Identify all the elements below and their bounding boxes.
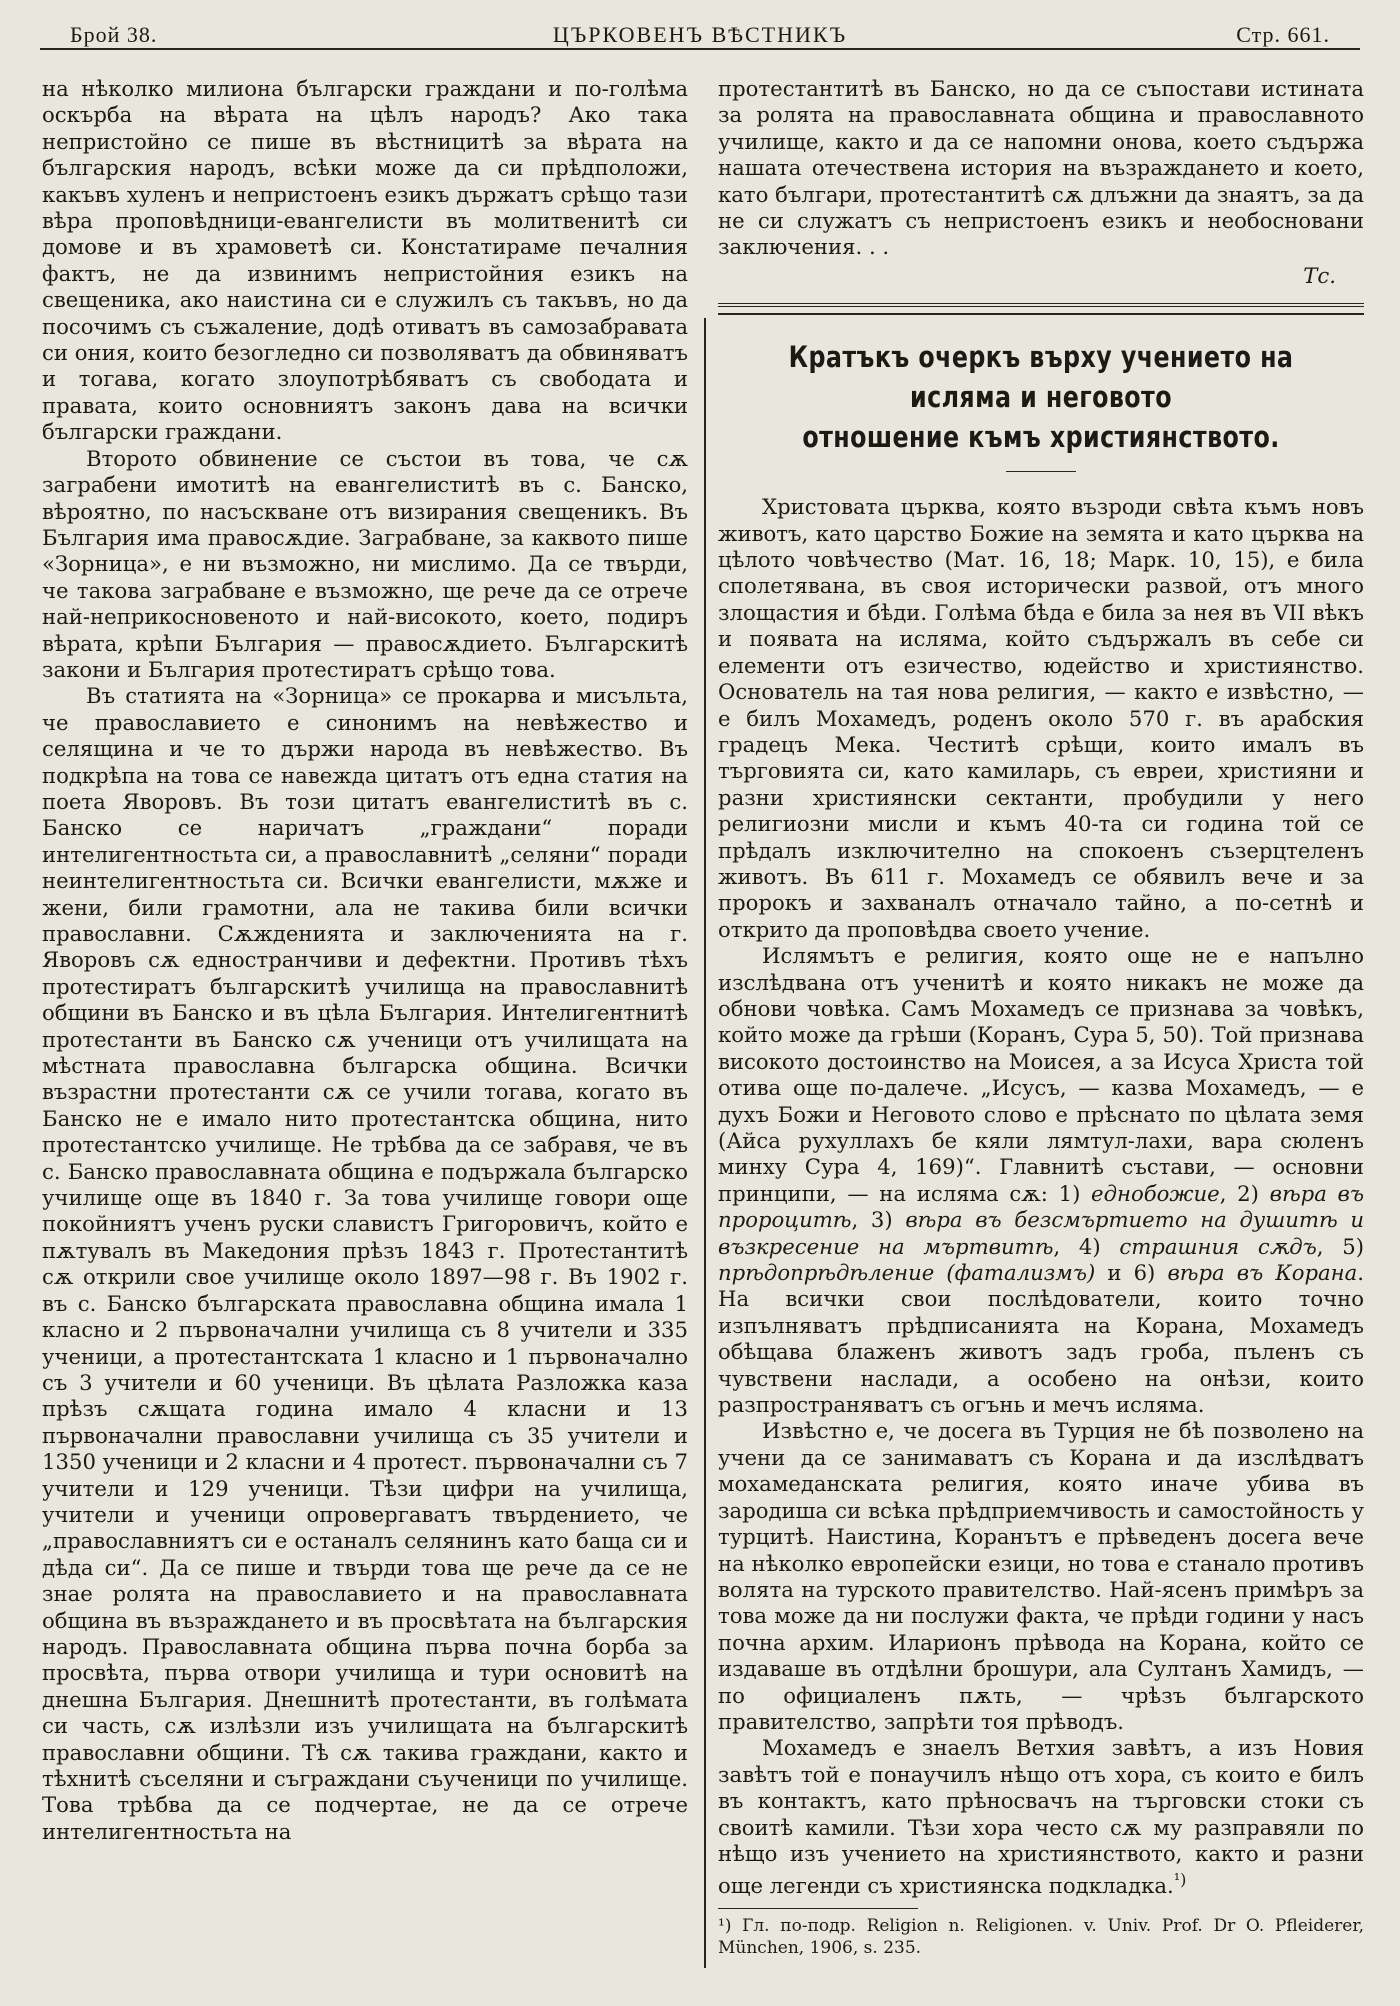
footnote: ¹) Гл. по-подр. Religion n. Religionen. v. Univ. Prof. Dr O. Pfleiderer, München, 1906, s. 235. <box>718 1915 1364 1958</box>
paragraph: Въ статията на «Зорница» се прокарва и мисъльта, че православието е синонимъ на невѣжество и селящина и че то държи народа въ невѣжество. Въ подкрѣпа на това се навежда цитатъ отъ една статия на поета Яворовъ. Въ този цитатъ евангелиститѣ въ с. Банско се наричатъ „граждани“ поради интелигентностьта си, а православнитѣ „селяни“ поради неинтелигентностьта си. Всички евангелисти, мѫже и жени, били грамотни, ала не такива били всички православни. Сѫжденията и заключенията на г. Яворовъ сѫ едностранчиви и дефектни. Противъ тѣхъ протестиратъ българскитѣ училища на православнитѣ общини въ Банско и въ цѣла България. Интелигентнитѣ протестанти въ Банско сѫ ученици отъ училищата на мѣстната православна българска община. Всички възрастни протестанти сѫ се учили тогава, когато въ Банско не е имало нито протестантска община, нито протестантско училище. Не трѣбва да се забравя, че въ с. Банско православната община е подържала българско училище още въ 1840 г. За това училище говори още покойниятъ ученъ руски славистъ Григоровичъ, който е пѫтувалъ въ Македония прѣзъ 1843 г. Протестантитѣ сѫ открили свое училище около 1897—98 г. Въ 1902 г. въ с. Банско българската православна община имала 1 класно и 2 първоначални училища съ 8 учители и 335 ученици, а протестантската 1 класно и 1 първоначално съ 3 учители и 60 ученици. Въ цѣлата Разложка каза прѣзъ сѫщата година имало 4 класни и 13 първоначални православни училища съ 35 учители и 1350 ученици и 2 класни и 4 протест. първоначални съ 7 учители и 129 ученици. Тѣзи цифри на училища, учители и ученици опровергаватъ твърдението, че „православниятъ си е останалъ селянинъ като баща си и дѣда си“. Да се пише и твърди това ще рече да се не знае ролята на православието и на православната община въ възраждането и въ просвѣтата на българския народъ. Православната община първа почна борба за просвѣта, първа отвори училища и тури основитѣ на днешна България. Днешнитѣ протестанти, въ голѣмата си часть, сѫ излѣзли изъ училищата на българскитѣ православни общини. Тѣ сѫ такива граждани, както и тѣхнитѣ съселяни и съграждани съученици по училище. Това трѣбва да се подчертае, не да се отрече интелигентностьта на <box>42 683 688 1844</box>
paragraph-continuation: протестантитѣ въ Банско, но да се съпостави истината за ролята на православната община и православното училище, както и да се напомни онова, което съдържа нашата отечествена история на възраждането и което, като българи, протестантитѣ сѫ длъжни да знаятъ, за да не си служатъ съ непристоенъ езикъ и необосновани заключения. . . <box>718 76 1364 260</box>
section-divider <box>718 303 1364 315</box>
title-rule <box>1006 471 1076 472</box>
column-rule <box>704 318 706 1968</box>
right-column <box>718 76 1364 1959</box>
paragraph: Извѣстно е, че досега въ Турция не бѣ позволено на учени да се занимаватъ съ Корана и да изслѣдватъ мохамеданската религия, която иначе убива въ зародиша си всѣка прѣдприемчивость и самостойность у турцитѣ. Наистина, Коранътъ е прѣведенъ досега вече на нѣколко европейски езици, но това е станало противъ волята на турското правителство. Най-ясенъ примѣръ за това може да ни послужи факта, че прѣди години у насъ почна архим. Иларионъ прѣвода на Корана, който се издаваше въ отдѣлни брошури, ала Султанъ Хамидъ, — по официаленъ пѫть, — чрѣзъ българското правителство, запрѣти тоя прѣводъ. <box>718 1418 1364 1734</box>
masthead-title: ЦЪРКОВЕНЪ ВѢСТНИКЪ <box>552 22 848 47</box>
italic-term: страшния сѫдъ <box>1119 1233 1317 1259</box>
text-run: и 6) <box>1095 1260 1168 1286</box>
header-rule <box>40 48 1360 50</box>
text-run: Ислямътъ е религия, която още не е напълно изслѣдвана отъ ученитѣ и която никакъ не може да обнови човѣка. Самъ Мохамедъ се признава за човѣкъ, който може да грѣши (Коранъ, Сура 5, 50). Той признава високото достоинство на Моисея, а за Исуса Христа той отива още по-далече. „Исусъ, — казва Мохамедъ, — е духъ Божи и Неговото слово е прѣснато по цѣлата земя (Айса рухуллахъ бе кяли лямтул-лахи, вара сюленъ минху Сура 4, 169)“. Главнитѣ състави, — основни принципи, — на исляма сѫ: 1) <box>718 943 1364 1206</box>
text-run: , 4) <box>1053 1233 1120 1259</box>
article-title-line: Кратъкъ очеркъ върху учението на исляма и неговото <box>788 340 1294 415</box>
text-run: Мохамедъ е знаелъ Ветхия завѣтъ, а изъ Новия завѣтъ той е понаучилъ нѣщо отъ хора, съ които е билъ въ контактъ, като прѣносвачъ на търговски стоки съ своитѣ камили. Тѣзи хора често сѫ му разправяли по нѣщо изъ учението на християнството, както и разни още легенди съ християнска подкладка. <box>718 1735 1364 1899</box>
italic-term: вѣра въ пророцитѣ <box>718 1180 1364 1233</box>
text-run: , 5) <box>1316 1233 1364 1259</box>
running-head <box>40 14 1360 50</box>
text-run: . На всички свои послѣдователи, които точно изпълняватъ прѣдписанията на Корана, Мохамедъ обѣщава блаженъ животъ задъ гроба, пъленъ съ чувствени наслади, а особено на онѣзи, които разпространяватъ съ огънь и мечъ исляма. <box>718 1260 1365 1418</box>
footnote-rule <box>718 1908 918 1909</box>
author-signature: Тс. <box>1303 262 1336 288</box>
article-title <box>776 337 1306 457</box>
article-title-line: отношение къмъ християнството. <box>802 420 1280 455</box>
paragraph: Христовата църква, която възроди свѣта къмъ новъ животъ, като царство Божие на земята и като църква на цѣлото човѣчество (Мат. 16, 18; Марк. 10, 15), е била сполетявана, въ своя исторически развой, отъ много злощастия и бѣди. Голѣма бѣда е била за нея въ VII вѣкъ и появата на исляма, който съдържалъ въ себе си елементи отъ езичество, юдейство и християнство. Основатель на тая нова религия, — както е извѣстно, — е билъ Мохамедъ, роденъ около 570 г. въ арабския градецъ Мека. Честитѣ срѣщи, които ималъ въ търговията си, като камиларь, съ евреи, християни и разни християнски сектанти, пробудили у него религиозни мисли и къмъ 40-та си година той се прѣдалъ изключително на спокоенъ съзерцтеленъ животъ. Въ 611 г. Мохамедъ се обявилъ вече и за пророкъ и захваналъ отначало тайно, а по-сетнѣ и открито да проповѣдва своето учение. <box>718 494 1364 942</box>
paragraph: Второто обвинение се състои въ това, че сѫ заграбени имотитѣ на евангелиститѣ въ с. Банско, вѣроятно, по насъскване отъ визирания свещеникъ. Въ България има правосѫдие. Заграбване, за каквото пише «Зорница», е ни възможно, ни мислимо. Да се твърди, че такова заграбване е възможно, ще рече да се отрече най-неприкосновеното и най-високото, което, подиръ вѣрата, крѣпи България — правосѫдието. Българскитѣ закони и България протестиратъ срѣщо това. <box>42 445 688 682</box>
text-run: , 3) <box>851 1207 906 1233</box>
text-run: , 2) <box>1219 1180 1270 1206</box>
italic-term: вѣра въ безсмъртието на душитѣ и възкресение на мъртвитѣ <box>718 1207 1365 1259</box>
footnote-marker: ¹) <box>1173 1870 1187 1890</box>
left-column <box>42 76 688 1845</box>
issue-number: Брой 38. <box>70 22 158 47</box>
italic-term: еднобожие <box>1091 1180 1220 1206</box>
paragraph: на нѣколко милиона български граждани и по-голѣма оскърба на вѣрата на цѣлъ народъ? Ако така непристойно се пише въ вѣстницитѣ за вѣрата на българския народъ, всѣки може да си прѣдположи, какъвъ хуленъ и непристоенъ езикъ държатъ срѣщо тази вѣра проповѣдници-евангелисти въ молитвенитѣ си домове и въ храмоветѣ си. Констатираме печалния фактъ, не да извинимъ непристойния езикъ на свещеника, ако наистина си е служилъ съ такъвъ, но да посочимъ съ съжаление, додѣ отиватъ въ самозабравата си ония, които безогледно си позволяватъ да обвиняватъ и тогава, когато злоупотрѣбяватъ съ свободата и правата, които основниятъ законъ дава на всички български граждани. <box>42 76 688 445</box>
italic-term: прѣдопрѣдѣление (фатализмъ) <box>718 1260 1096 1286</box>
page-number: Стр. 661. <box>1236 22 1330 47</box>
paragraph <box>718 1735 1364 1900</box>
italic-term: вѣра въ Корана <box>1167 1260 1358 1286</box>
paragraph <box>718 943 1364 1418</box>
